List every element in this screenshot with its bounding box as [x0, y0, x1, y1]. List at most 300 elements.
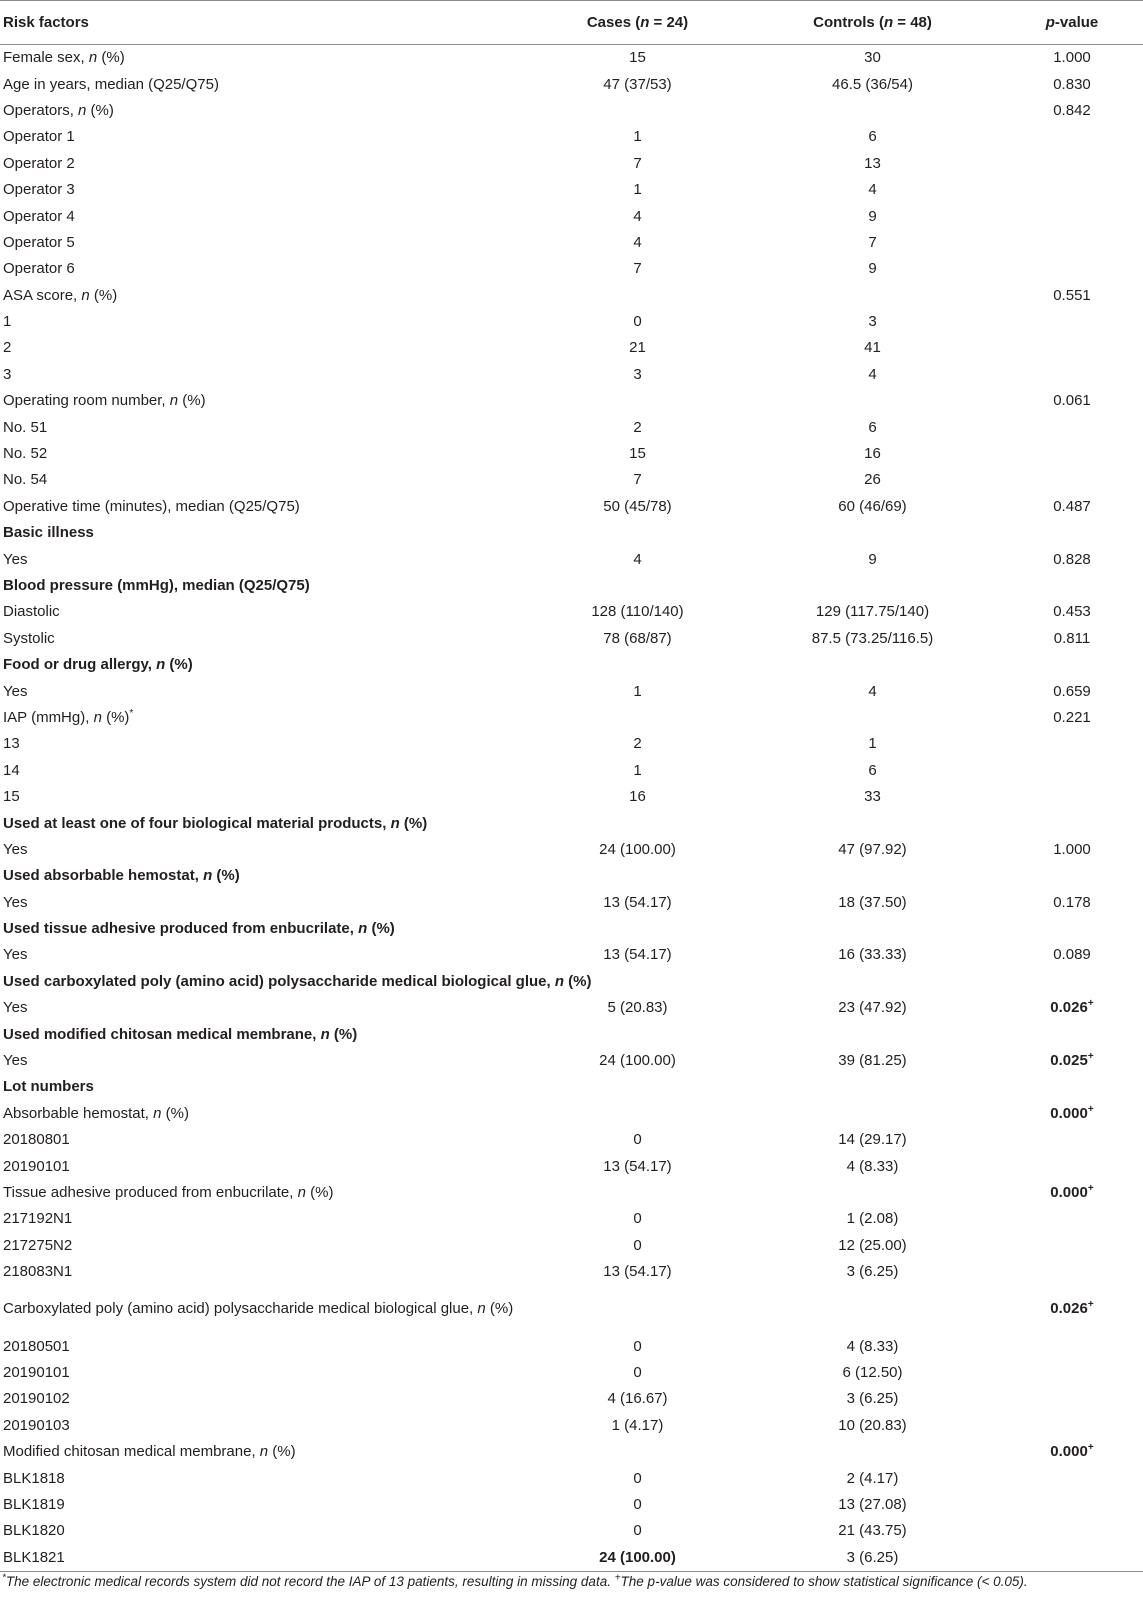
row-label-text: 20190101 [3, 1157, 70, 1175]
row-label [0, 414, 515, 440]
row-label-text: Tissue adhesive produced from enbucrilate, n (%) [3, 1183, 334, 1201]
controls-value [760, 810, 985, 836]
p-value-marker: + [1087, 1182, 1094, 1194]
cases-value [515, 599, 760, 625]
cases-value [515, 1179, 760, 1205]
p-value [985, 546, 1143, 572]
cases-value-text: 0 [633, 1363, 642, 1381]
controls-value [760, 467, 985, 493]
header-cases: Cases (n = 24) [515, 1, 760, 45]
controls-value [760, 1518, 985, 1544]
table-row [0, 229, 1143, 255]
cases-value-text: 0 [633, 1522, 642, 1540]
cases-value [515, 256, 760, 282]
controls-value [760, 335, 985, 361]
row-label [0, 1258, 515, 1284]
row-label-text: Basic illness [3, 524, 94, 542]
controls-value [760, 1359, 985, 1385]
controls-value-text: 13 [864, 154, 881, 172]
row-label-text: Operators, n (%) [3, 101, 114, 119]
p-value-text: 0.178 [1053, 893, 1091, 911]
cases-value [515, 493, 760, 519]
row-label [0, 1232, 515, 1258]
controls-value [760, 1258, 985, 1284]
cases-value-text: 16 [629, 788, 646, 806]
p-value-text: 1.000 [1053, 49, 1091, 67]
controls-value-text: 6 (12.50) [842, 1363, 903, 1381]
p-value [985, 229, 1143, 255]
controls-value-text: 23 (47.92) [838, 999, 907, 1017]
row-label [0, 1206, 515, 1232]
p-value-text: 0.659 [1053, 682, 1091, 700]
row-label-text: Yes [3, 682, 28, 700]
row-label-text: Operator 6 [3, 260, 75, 278]
p-value [985, 572, 1143, 598]
table-row [0, 625, 1143, 651]
p-value-text: 0.830 [1053, 75, 1091, 93]
controls-value-text: 87.5 (73.25/116.5) [811, 629, 934, 647]
p-value [985, 150, 1143, 176]
cases-value [515, 995, 760, 1021]
cases-value [515, 1021, 760, 1047]
controls-value [760, 1206, 985, 1232]
row-label [0, 176, 515, 202]
cases-value-text: 1 [633, 128, 642, 146]
row-label-text: No. 54 [3, 471, 48, 489]
table-row [0, 440, 1143, 466]
controls-value [760, 995, 985, 1021]
row-label [0, 1100, 515, 1126]
cases-value-text: 4 [633, 233, 642, 251]
footnote-star: * [2, 1572, 6, 1584]
p-value-text: 0.811 [1053, 629, 1091, 647]
p-value [985, 1333, 1143, 1359]
row-label [0, 1544, 515, 1572]
table-row [0, 256, 1143, 282]
cases-value-text: 13 (54.17) [603, 1157, 672, 1175]
p-value-text: 0.842 [1053, 101, 1091, 119]
row-label [0, 45, 515, 71]
cases-value-text: 0 [633, 1236, 642, 1254]
table-row [0, 97, 1143, 123]
controls-value [760, 546, 985, 572]
controls-value [760, 1127, 985, 1153]
controls-value [760, 651, 985, 677]
row-label [0, 229, 515, 255]
controls-value-text: 47 (97.92) [838, 840, 907, 858]
row-label-text: Operator 3 [3, 181, 75, 199]
controls-value-text: 18 (37.50) [838, 893, 907, 911]
row-label [0, 546, 515, 572]
controls-value-text: 6 [868, 761, 877, 779]
row-label-text: Yes [3, 893, 28, 911]
row-label-text: Diastolic [3, 603, 60, 621]
row-label-text: Carboxylated poly (amino acid) polysaccharide medical biological glue, n (%) [3, 1300, 514, 1318]
row-label [0, 256, 515, 282]
table-row [0, 1544, 1143, 1572]
row-label [0, 1518, 515, 1544]
row-label-text: 1 [3, 313, 12, 331]
row-label-text: Operator 1 [3, 128, 75, 146]
cases-value [515, 651, 760, 677]
table-row [0, 1047, 1143, 1073]
table-row [0, 467, 1143, 493]
row-label [0, 493, 515, 519]
row-label [0, 1021, 515, 1047]
p-value [985, 625, 1143, 651]
cases-value [515, 1438, 760, 1464]
p-value [985, 124, 1143, 150]
controls-value [760, 520, 985, 546]
row-label [0, 836, 515, 862]
row-label [0, 572, 515, 598]
controls-value-text: 9 [868, 260, 877, 278]
p-value-text: 0.000 [1050, 1443, 1088, 1461]
cases-value-text: 24 (100.00) [599, 1052, 676, 1070]
row-label-text: ASA score, n (%) [3, 286, 118, 304]
table-row [0, 942, 1143, 968]
controls-value [760, 308, 985, 334]
row-label-text: Age in years, median (Q25/Q75) [3, 75, 219, 93]
row-label-text: 20190102 [3, 1390, 70, 1408]
p-value-marker: + [1087, 1103, 1094, 1115]
footnote-text-1: The electronic medical records system did not record the IAP of 13 patients, resulting in missing data. [5, 1574, 615, 1589]
controls-value-text: 12 (25.00) [838, 1236, 907, 1254]
table-row [0, 388, 1143, 414]
controls-value-text: 1 (2.08) [846, 1210, 899, 1228]
table-row [0, 308, 1143, 334]
controls-value [760, 388, 985, 414]
controls-value [760, 1465, 985, 1491]
row-label [0, 203, 515, 229]
p-value [985, 1465, 1143, 1491]
cases-value [515, 97, 760, 123]
row-label [0, 1285, 515, 1333]
controls-value-text: 30 [864, 49, 881, 67]
table-row [0, 1465, 1143, 1491]
cases-value-text: 3 [633, 365, 642, 383]
table-row [0, 1359, 1143, 1385]
cases-value [515, 1359, 760, 1385]
row-label-text: IAP (mmHg), n (%) [3, 708, 130, 726]
p-value [985, 1021, 1143, 1047]
row-label-text: BLK1820 [3, 1522, 65, 1540]
row-label-text: Yes [3, 999, 28, 1017]
table-row [0, 1412, 1143, 1438]
controls-value [760, 968, 985, 994]
controls-value [760, 1021, 985, 1047]
row-label-text: No. 52 [3, 445, 48, 463]
cases-value-text: 4 [633, 207, 642, 225]
row-label-text: Operator 4 [3, 207, 75, 225]
p-value [985, 1544, 1143, 1572]
row-label [0, 440, 515, 466]
row-label-text: Yes [3, 550, 28, 568]
table-row [0, 599, 1143, 625]
controls-value [760, 863, 985, 889]
p-value [985, 1074, 1143, 1100]
cases-value [515, 1491, 760, 1517]
p-value [985, 1127, 1143, 1153]
row-label [0, 915, 515, 941]
row-label-text: 13 [3, 735, 20, 753]
table-row [0, 335, 1143, 361]
table-row [0, 71, 1143, 97]
table-row [0, 757, 1143, 783]
controls-value-text: 60 (46/69) [838, 497, 907, 515]
table-row [0, 1232, 1143, 1258]
row-label [0, 1333, 515, 1359]
p-value [985, 1232, 1143, 1258]
footnote-plus: + [614, 1572, 621, 1584]
row-label [0, 388, 515, 414]
cases-value-text: 1 [633, 181, 642, 199]
controls-value [760, 493, 985, 519]
p-value [985, 308, 1143, 334]
p-value-marker: + [1087, 1299, 1094, 1311]
controls-value-text: 129 (117.75/140) [815, 603, 930, 621]
controls-value-text: 3 (6.25) [846, 1263, 899, 1281]
controls-value [760, 1047, 985, 1073]
cases-value [515, 71, 760, 97]
row-label-text: Used absorbable hemostat, n (%) [3, 867, 240, 885]
table-row [0, 1258, 1143, 1284]
p-value [985, 440, 1143, 466]
cases-value [515, 1386, 760, 1412]
table-row [0, 493, 1143, 519]
p-value-marker: + [1087, 998, 1094, 1010]
controls-value [760, 942, 985, 968]
row-label [0, 1127, 515, 1153]
row-label-text: Lot numbers [3, 1078, 94, 1096]
controls-value-text: 4 (8.33) [846, 1157, 899, 1175]
p-value-text: 0.026 [1050, 999, 1088, 1017]
row-label [0, 1074, 515, 1100]
p-value [985, 599, 1143, 625]
table-row [0, 414, 1143, 440]
p-value-text: 0.551 [1053, 286, 1091, 304]
header-row [0, 1, 1143, 45]
row-label [0, 1153, 515, 1179]
controls-value [760, 97, 985, 123]
row-label [0, 1386, 515, 1412]
p-value-marker: + [1087, 1051, 1094, 1063]
controls-value [760, 124, 985, 150]
cases-value [515, 1285, 760, 1333]
controls-value-text: 46.5 (36/54) [832, 75, 913, 93]
cases-value-text: 0 [633, 1131, 642, 1149]
cases-value-text: 47 (37/53) [603, 75, 672, 93]
table-row [0, 704, 1143, 730]
cases-value-text: 2 [633, 735, 642, 753]
p-value [985, 1412, 1143, 1438]
controls-value-text: 10 (20.83) [838, 1416, 907, 1434]
controls-value [760, 625, 985, 651]
row-label-text: 20180801 [3, 1131, 70, 1149]
cases-value [515, 176, 760, 202]
row-label-text: 217192N1 [3, 1210, 73, 1228]
p-value-text: 0.025 [1050, 1052, 1088, 1070]
cases-value [515, 1518, 760, 1544]
p-value [985, 1518, 1143, 1544]
row-label [0, 1179, 515, 1205]
controls-value [760, 678, 985, 704]
controls-value [760, 203, 985, 229]
row-label-text: Yes [3, 1052, 28, 1070]
cases-value [515, 467, 760, 493]
p-value [985, 836, 1143, 862]
cases-value [515, 1232, 760, 1258]
cases-value [515, 1047, 760, 1073]
controls-value [760, 889, 985, 915]
cases-value [515, 572, 760, 598]
cases-value-text: 0 [633, 1337, 642, 1355]
table-row [0, 150, 1143, 176]
cases-value-text: 1 (4.17) [611, 1416, 664, 1434]
p-value-text: 0.061 [1053, 392, 1091, 410]
table-row [0, 546, 1143, 572]
row-label [0, 942, 515, 968]
row-label [0, 71, 515, 97]
p-value-text: 0.221 [1053, 708, 1091, 726]
cases-value [515, 440, 760, 466]
cases-value-text: 0 [633, 1469, 642, 1487]
controls-value-text: 1 [868, 735, 877, 753]
row-label [0, 810, 515, 836]
row-label-text: 218083N1 [3, 1263, 73, 1281]
controls-value [760, 1412, 985, 1438]
table-row [0, 1100, 1143, 1126]
cases-value [515, 1153, 760, 1179]
row-label-text: Blood pressure (mmHg), median (Q25/Q75) [3, 577, 310, 594]
cases-value [515, 1465, 760, 1491]
p-value-text: 0.026 [1050, 1300, 1088, 1318]
row-label [0, 599, 515, 625]
row-label-text: Yes [3, 946, 28, 964]
controls-value-text: 3 (6.25) [846, 1390, 899, 1408]
footnote-text-2: The p-value was considered to show statistical significance (< 0.05). [620, 1574, 1028, 1589]
p-value [985, 1047, 1143, 1073]
cases-value [515, 1412, 760, 1438]
controls-value-text: 16 [864, 445, 881, 463]
cases-value-text: 4 (16.67) [607, 1390, 668, 1408]
cases-value [515, 45, 760, 71]
row-label [0, 361, 515, 387]
cases-value [515, 625, 760, 651]
controls-value [760, 361, 985, 387]
row-label [0, 704, 515, 730]
row-label-text: 217275N2 [3, 1236, 73, 1254]
section-row [0, 968, 1143, 994]
row-label-text: Used tissue adhesive produced from enbucrilate, n (%) [3, 920, 395, 938]
header-risk-factors: Risk factors [0, 1, 515, 45]
cases-value-text: 50 (45/78) [603, 497, 672, 515]
row-label-text: Used modified chitosan medical membrane, n (%) [3, 1025, 358, 1043]
controls-value [760, 1074, 985, 1100]
row-label-text: Absorbable hemostat, n (%) [3, 1104, 189, 1122]
p-value [985, 783, 1143, 809]
row-label-text: Modified chitosan medical membrane, n (%) [3, 1443, 296, 1461]
row-label [0, 150, 515, 176]
controls-value-text: 26 [864, 471, 881, 489]
controls-value-text: 6 [868, 128, 877, 146]
controls-value [760, 836, 985, 862]
cases-value [515, 1100, 760, 1126]
controls-value [760, 1438, 985, 1464]
controls-value [760, 731, 985, 757]
row-label-text: 14 [3, 761, 20, 779]
row-label [0, 520, 515, 546]
cases-value-text: 1 [633, 682, 642, 700]
p-value [985, 1100, 1143, 1126]
cases-value-text: 1 [633, 761, 642, 779]
table-row [0, 203, 1143, 229]
row-label [0, 783, 515, 809]
row-label [0, 678, 515, 704]
p-value [985, 915, 1143, 941]
p-value [985, 704, 1143, 730]
table-row [0, 282, 1143, 308]
p-value-marker: + [1087, 1442, 1094, 1454]
p-value [985, 256, 1143, 282]
header-controls: Controls (n = 48) [760, 1, 985, 45]
table-row [0, 1179, 1143, 1205]
cases-value-text: 0 [633, 1495, 642, 1513]
controls-value [760, 599, 985, 625]
controls-value-text: 6 [868, 418, 877, 436]
row-label-text: 20190103 [3, 1416, 70, 1434]
row-label-text: No. 51 [3, 418, 48, 436]
cases-value-text: 0 [633, 313, 642, 331]
p-value [985, 1206, 1143, 1232]
table-row [0, 361, 1143, 387]
table-row [0, 889, 1143, 915]
row-label [0, 1491, 515, 1517]
controls-value [760, 1179, 985, 1205]
section-row [0, 915, 1143, 941]
cases-value-text: 13 (54.17) [603, 893, 672, 911]
controls-value [760, 282, 985, 308]
row-label-text: Operator 2 [3, 154, 75, 172]
cases-value [515, 335, 760, 361]
p-value [985, 810, 1143, 836]
cases-value-text: 24 (100.00) [599, 1549, 676, 1567]
controls-value-text: 39 (81.25) [838, 1052, 907, 1070]
row-label [0, 1359, 515, 1385]
row-label [0, 124, 515, 150]
cases-value [515, 915, 760, 941]
cases-value-text: 15 [629, 445, 646, 463]
controls-value [760, 71, 985, 97]
p-value-text: 0.828 [1053, 550, 1091, 568]
controls-value-text: 9 [868, 207, 877, 225]
controls-value [760, 1333, 985, 1359]
row-label-text: BLK1818 [3, 1469, 65, 1487]
controls-value [760, 176, 985, 202]
p-value [985, 1386, 1143, 1412]
cases-value [515, 783, 760, 809]
table-row [0, 995, 1143, 1021]
cases-value [515, 546, 760, 572]
cases-value-text: 7 [633, 471, 642, 489]
controls-value [760, 45, 985, 71]
cases-value-text: 5 (20.83) [607, 999, 668, 1017]
row-label [0, 97, 515, 123]
p-value [985, 45, 1143, 71]
table-row [0, 1285, 1143, 1333]
row-label [0, 1047, 515, 1073]
cases-value [515, 1544, 760, 1572]
